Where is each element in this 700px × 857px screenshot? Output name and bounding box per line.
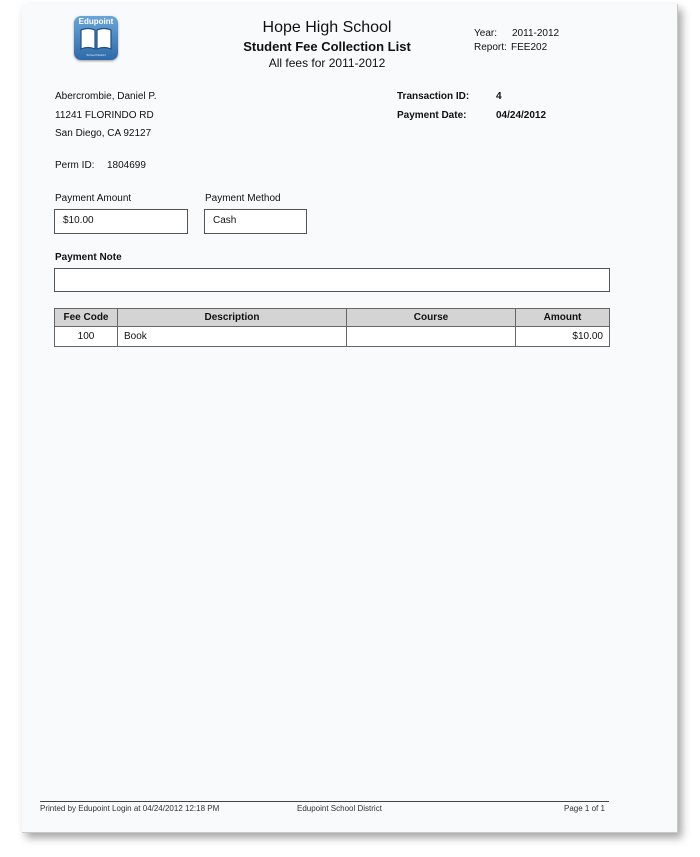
footer-page-number: Page 1 of 1 — [564, 804, 605, 813]
table-row — [55, 327, 610, 347]
report-label: Report: — [474, 42, 507, 53]
description-header: Description — [118, 309, 347, 327]
logo-text: Edupoint — [78, 17, 114, 26]
payment-amount-field: $10.00 — [54, 209, 188, 234]
student-address-line1: 11241 FLORINDO RD — [55, 110, 154, 121]
footer-divider — [40, 801, 609, 802]
fee-code-header: Fee Code — [55, 309, 118, 327]
transaction-id-value: 4 — [496, 91, 502, 102]
footer-district: Edupoint School District — [297, 804, 382, 813]
perm-id-label: Perm ID: — [55, 160, 95, 171]
footer-printed-by: Printed by Edupoint Login at 04/24/2012 12:18 PM — [40, 804, 220, 813]
report-title: Student Fee Collection List — [243, 39, 411, 54]
payment-date-value: 04/24/2012 — [496, 110, 547, 121]
transaction-id-label: Transaction ID: — [397, 91, 470, 102]
edupoint-logo — [74, 16, 118, 60]
fees-table-header-row — [55, 309, 610, 327]
fee-code-cell: 100 — [55, 327, 118, 347]
fees-table — [54, 308, 610, 347]
payment-method-field: Cash — [204, 209, 307, 234]
report-subtitle: All fees for 2011-2012 — [268, 56, 386, 70]
payment-method-label: Payment Method — [205, 193, 281, 204]
description-cell: Book — [118, 327, 347, 347]
school-name: Hope High School — [262, 19, 392, 36]
report-code: FEE202 — [511, 42, 548, 53]
amount-header: Amount — [516, 309, 610, 327]
perm-id-value: 1804699 — [107, 160, 146, 171]
book-icon — [79, 27, 113, 51]
payment-note-field — [54, 268, 610, 292]
year-value: 2011-2012 — [512, 28, 560, 39]
payment-amount-label: Payment Amount — [55, 193, 132, 204]
student-name: Abercrombie, Daniel P. — [55, 91, 157, 102]
student-address-line2: San Diego, CA 92127 — [55, 128, 152, 139]
payment-note-label: Payment Note — [55, 252, 122, 263]
course-header: Course — [347, 309, 516, 327]
payment-date-label: Payment Date: — [397, 110, 467, 121]
year-label: Year: — [474, 28, 497, 39]
logo-subtext: School District — [86, 53, 106, 57]
amount-cell: $10.00 — [516, 327, 610, 347]
course-cell — [347, 327, 516, 347]
report-page — [22, 4, 678, 833]
